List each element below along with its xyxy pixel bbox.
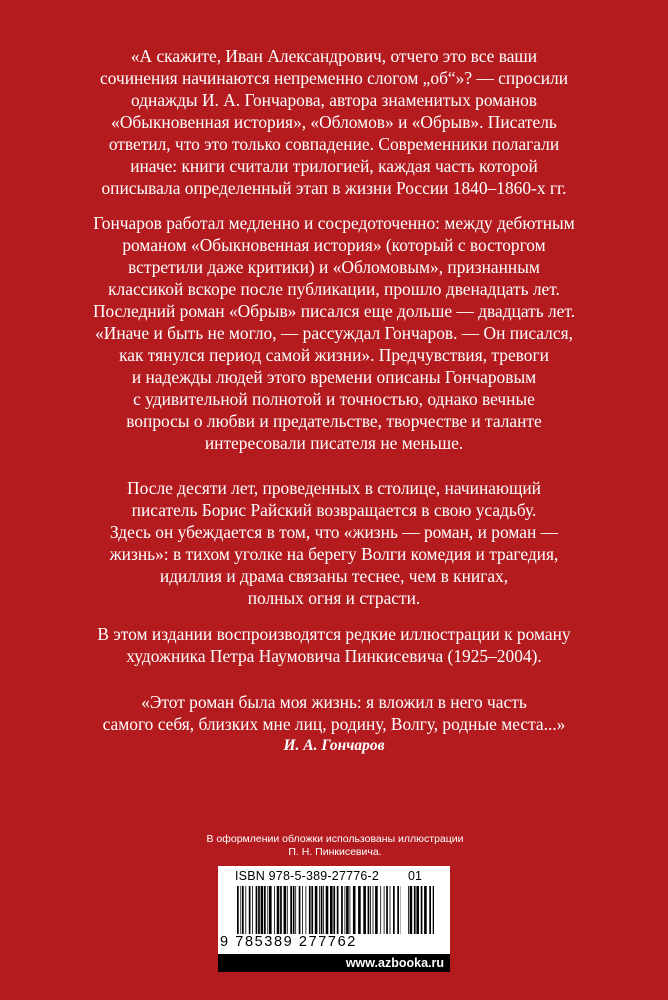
isbn-addon-label: 01: [408, 869, 422, 883]
barcode-bar: [256, 886, 258, 934]
barcode-bar: [333, 886, 335, 934]
barcode-bar: [323, 886, 324, 934]
text-line: иначе: книги считали трилогией, каждая часть которой: [130, 156, 538, 176]
ean-barcode: [237, 886, 401, 934]
barcode-bar: [380, 886, 381, 934]
barcode-bar: [290, 886, 292, 934]
barcode-bar: [346, 886, 349, 934]
barcode-bar: [410, 886, 413, 934]
text-line: классикой вскоре после публикации, прошло двенадцать лет.: [108, 279, 560, 299]
barcode-bar: [245, 886, 246, 934]
text-line: романом «Обыкновенная история» (который с восторгом: [122, 235, 546, 255]
text-line: После десяти лет, проведенных в столице, начинающий: [127, 478, 541, 498]
barcode-bar: [287, 886, 288, 934]
credit-line: В оформлении обложки использованы иллюстрации: [206, 833, 464, 845]
text-line: как тянулся период самой жизни». Предчувствия, тревоги: [119, 345, 549, 365]
barcode-bar: [353, 886, 356, 934]
barcode-bar: [280, 886, 282, 934]
barcode-bar: [277, 886, 280, 934]
barcode-bar: [242, 886, 244, 934]
barcode-bar: [370, 886, 371, 934]
barcode-bar: [293, 886, 295, 934]
text-line: «А скажите, Иван Александрович, отчего это все ваши: [130, 46, 538, 66]
barcode-bar: [421, 886, 423, 934]
text-line: жизнь»: в тихом уголке на берегу Волги комедия и трагедия,: [109, 544, 559, 564]
text-line: описывала определенный этап в жизни России 1840–1860-х гг.: [101, 178, 567, 198]
quote-line: самого себя, близких мне лиц, родину, Волгу, родные места...»: [102, 714, 566, 734]
barcode-bar: [240, 886, 241, 934]
barcode-bar: [429, 886, 431, 934]
text-line: сочинения начинаются непременно слогом „об“»? — спросили: [99, 68, 569, 88]
text-line: писатель Борис Райский возвращается в свою усадьбу.: [131, 500, 537, 520]
text-line: Гончаров работал медленно и сосредоточенно: между дебютным: [93, 213, 575, 233]
barcode-bar: [358, 886, 361, 934]
barcode-bar: [393, 886, 395, 934]
publisher-website[interactable]: www.azbooka.ru: [345, 956, 444, 970]
barcode-bar: [373, 886, 374, 934]
cover-illustration-credit: [120, 833, 550, 859]
barcode-bar: [386, 886, 388, 934]
barcode-bar: [345, 886, 346, 934]
barcode-bar: [433, 886, 434, 934]
barcode-bar: [299, 886, 301, 934]
barcode-bar: [326, 886, 329, 934]
text-line: «Обыкновенная история», «Обломов» и «Обрыв». Писатель: [111, 112, 557, 132]
barcode-bar: [337, 886, 339, 934]
barcode-bar: [368, 886, 370, 934]
barcode-bar: [252, 886, 253, 934]
barcode-bar: [384, 886, 385, 934]
text-line: вопросы о любви и предательстве, творчестве и таланте: [126, 411, 542, 431]
annotation-paragraph-1: [40, 45, 628, 199]
barcode-bar: [302, 886, 303, 934]
barcode-bar: [375, 886, 378, 934]
text-line: идиллия и драма связаны теснее, чем в книгах,: [159, 566, 509, 586]
barcode-bar: [274, 886, 275, 934]
barcode-bar: [315, 886, 318, 934]
barcode-bar: [330, 886, 333, 934]
barcode-bar: [306, 886, 307, 934]
barcode-bar: [414, 886, 416, 934]
annotation-paragraph-4: [40, 623, 628, 667]
barcode-bar: [284, 886, 287, 934]
barcode-bar: [363, 886, 366, 934]
barcode-bar: [319, 886, 320, 934]
barcode-bar: [408, 886, 409, 934]
quote-line: «Этот роман была моя жизнь: я вложил в него часть: [141, 692, 527, 712]
text-line: встретили даже критики) и «Обломовым», признанным: [128, 257, 540, 277]
text-line: интересовали писателя не меньше.: [204, 433, 464, 453]
text-line: однажды И. А. Гончарова, автора знаменитых романов: [130, 90, 537, 110]
barcode-bar: [269, 886, 272, 934]
annotation-paragraph-2: [40, 212, 628, 454]
credit-line: П. Н. Пинкисевича.: [288, 846, 382, 858]
barcode-bar: [424, 886, 427, 934]
barcode-bar: [341, 886, 343, 934]
barcode-bar: [267, 886, 268, 934]
barcode-bar: [416, 886, 419, 934]
text-line: «Иначе и быть не могло, — рассуждал Гончаров. — Он писался,: [95, 323, 573, 343]
barcode-bar: [237, 886, 239, 934]
annotation-paragraph-3: [40, 477, 628, 609]
epigraph-quote: [40, 691, 628, 735]
barcode-bar: [249, 886, 251, 934]
barcode-panel: [218, 866, 450, 972]
barcode-bar: [295, 886, 296, 934]
text-line: В этом издании воспроизводятся редкие иллюстрации к роману: [97, 624, 571, 644]
barcode-bar: [264, 886, 266, 934]
barcode-bar: [321, 886, 323, 934]
text-line: ответил, что это только совпадение. Современники полагали: [108, 134, 560, 154]
ean-digits: 9 785389 277762: [220, 934, 357, 950]
addon-barcode: [408, 886, 434, 934]
barcode-bar: [390, 886, 391, 934]
barcode-bar: [309, 886, 311, 934]
publisher-website-band: [218, 954, 450, 972]
text-line: с удивительной полнотой и точностью, однако вечные: [133, 389, 535, 409]
barcode-bar: [258, 886, 260, 934]
barcode-bar: [261, 886, 264, 934]
barcode-bar: [397, 886, 399, 934]
quote-author: И. А. Гончаров: [283, 737, 385, 754]
text-line: и надежды людей этого времени описаны Гончаровым: [131, 367, 537, 387]
text-line: художника Петра Наумовича Пинкисевича (1925–2004).: [126, 646, 542, 666]
text-line: полных огня и страсти.: [247, 588, 421, 608]
barcode-bar: [350, 886, 351, 934]
barcode-bar: [311, 886, 313, 934]
text-line: Здесь он убеждается в том, что «жизнь — роман, и роман —: [109, 522, 558, 542]
isbn-label: ISBN 978-5-389-27776-2: [235, 869, 380, 883]
text-line: Последний роман «Обрыв» писался еще дольше — двадцать лет.: [92, 301, 576, 321]
